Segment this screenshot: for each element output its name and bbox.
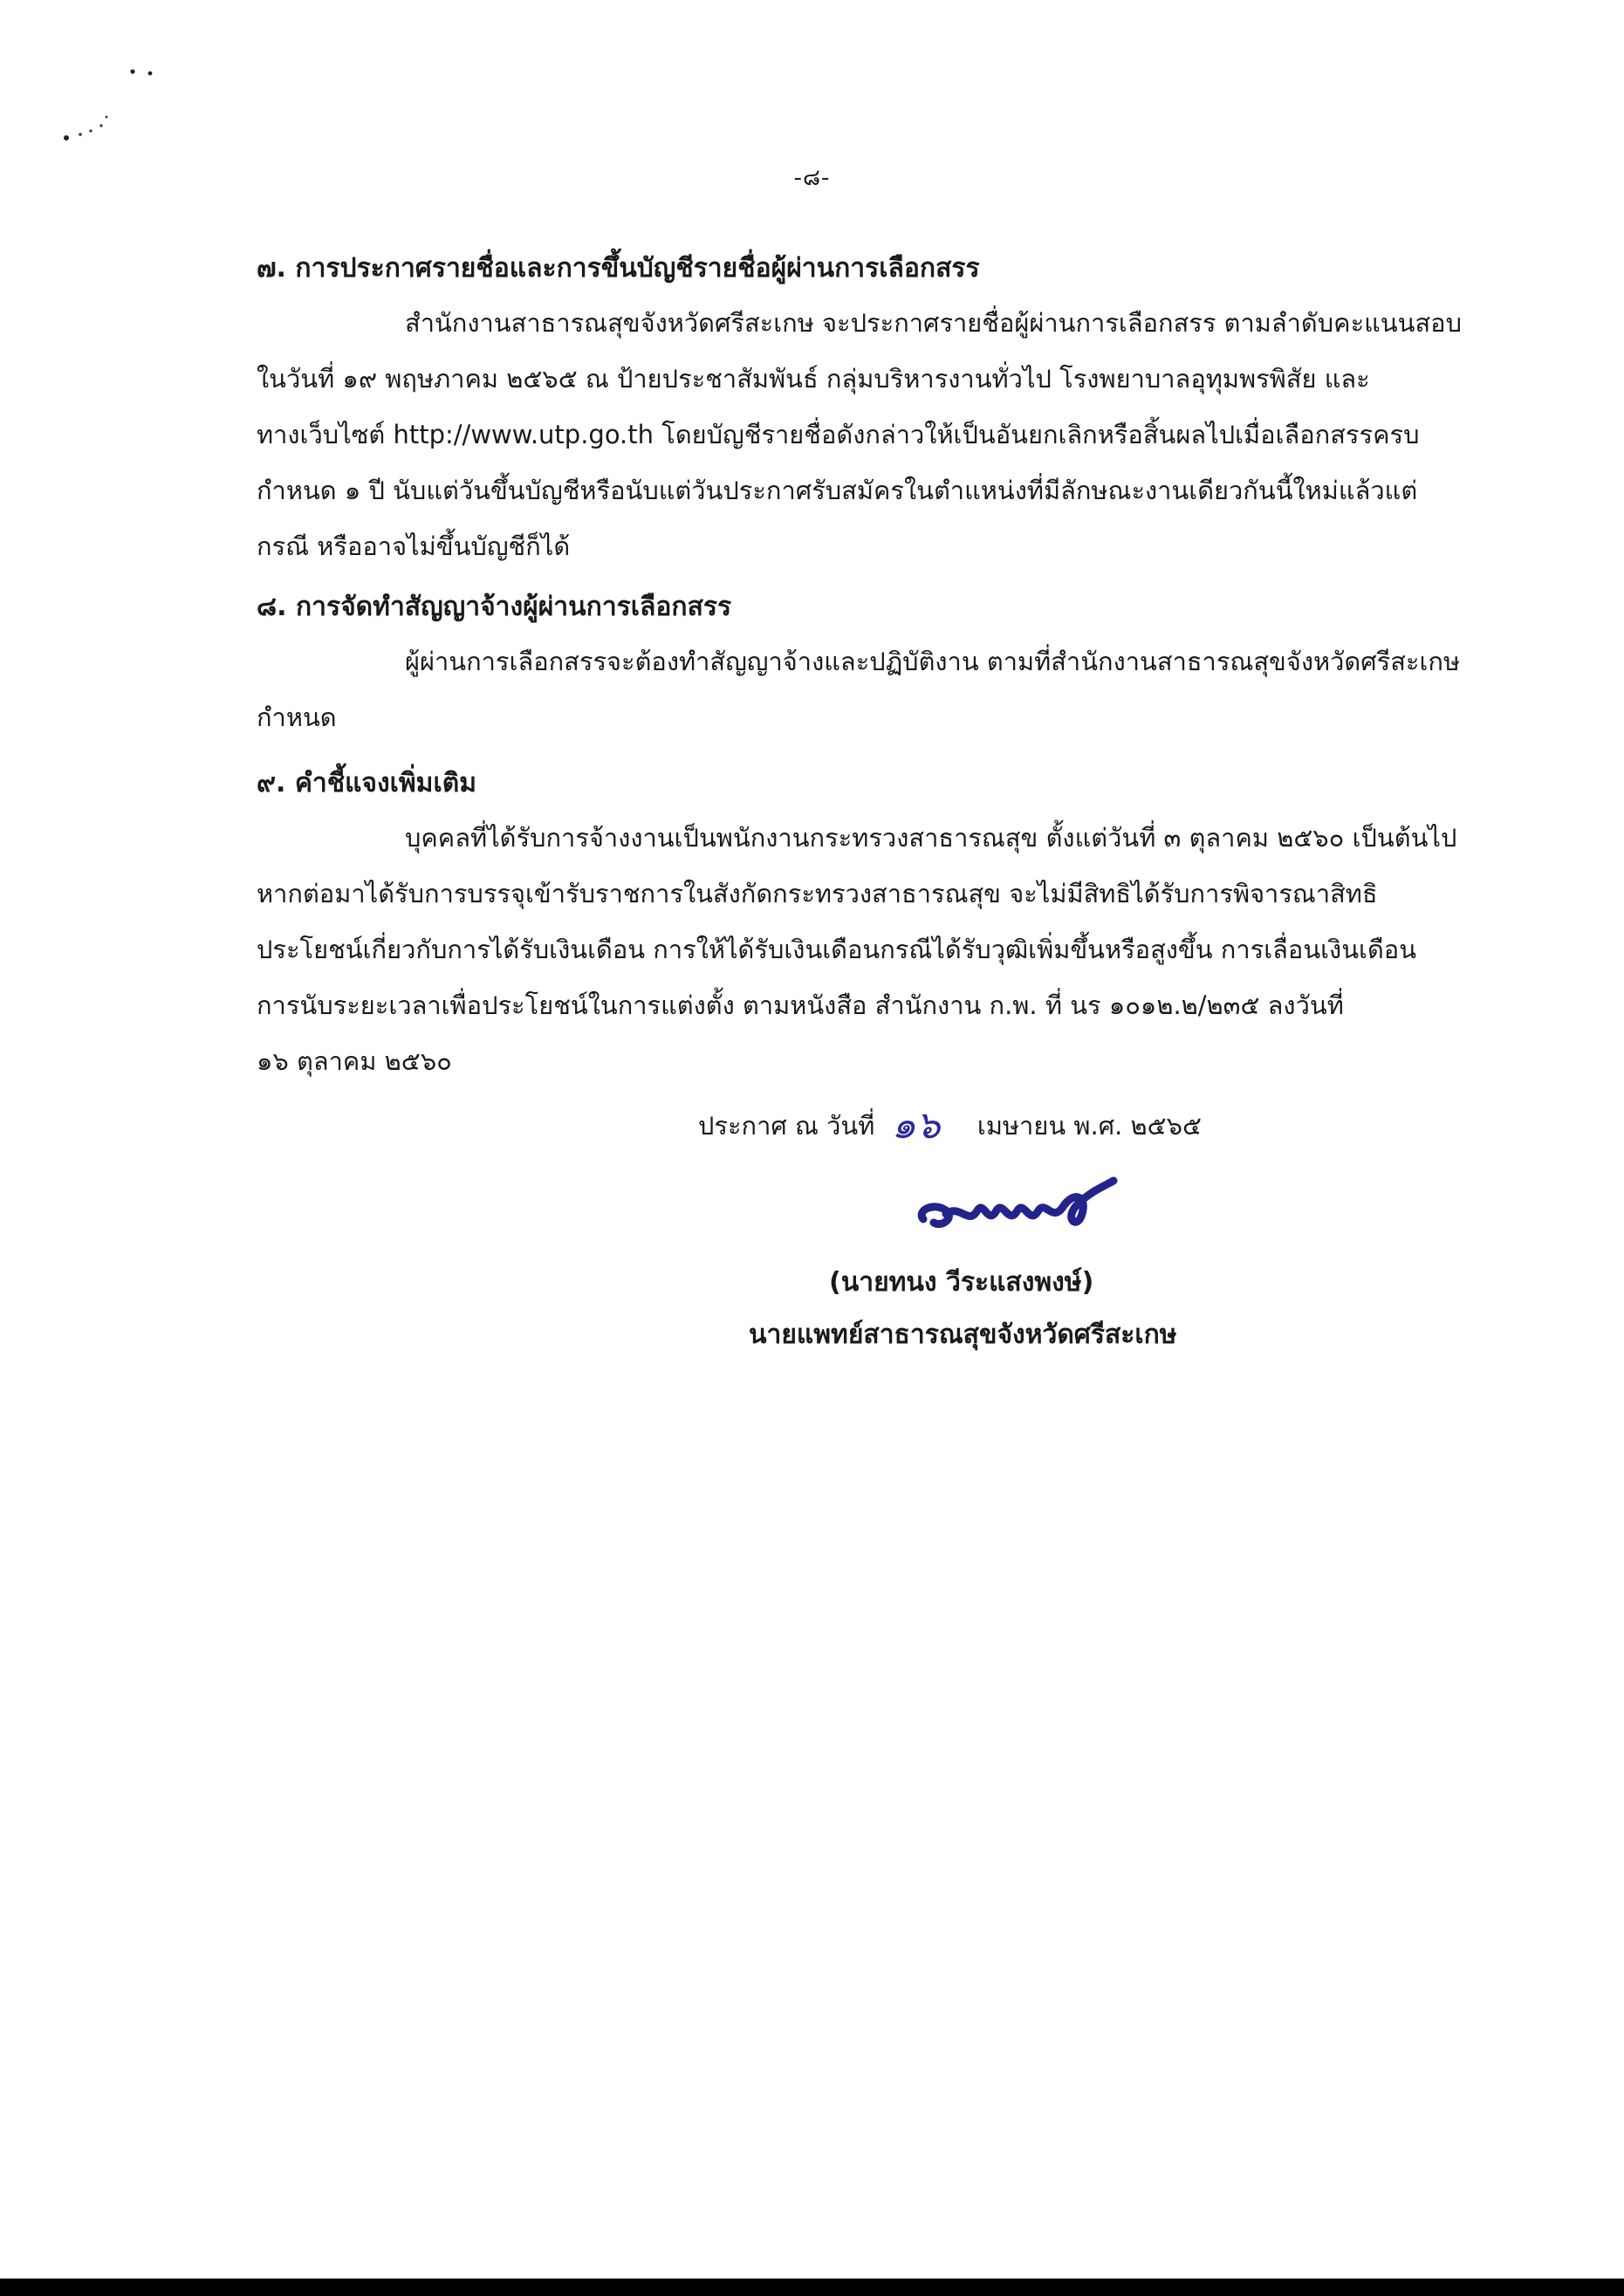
section-8-line: กำหนด [257, 703, 337, 732]
section-9-line: บุคคลที่ได้รับการจ้างงานเป็นพนักงานกระทรวงสาธารณสุข ตั้งแต่วันที่ ๓ ตุลาคม ๒๕๖๐ เป็นต้นไป [405, 823, 1457, 853]
section-9-line: ประโยชน์เกี่ยวกับการได้รับเงินเดือน การให้ได้รับเงินเดือนกรณีได้รับวุฒิเพิ่มขึ้นหรือสูงขึ้น การเลื่อนเงินเดือน [257, 935, 1417, 964]
handwritten-signature [908, 1165, 1134, 1261]
section-7-line: กำหนด ๑ ปี นับแต่วันขึ้นบัญชีหรือนับแต่วันประกาศรับสมัครในตำแหน่งที่มีลักษณะงานเดียวกันนี้ใหม่แล้วแต่ [257, 476, 1418, 505]
section-7-line: สำนักงานสาธารณสุขจังหวัดศรีสะเกษ จะประกาศรายชื่อผู้ผ่านการเลือกสรร ตามลำดับคะแนนสอบ [405, 308, 1463, 338]
signer-title: นายแพทย์สาธารณสุขจังหวัดศรีสะเกษ [749, 1319, 1177, 1350]
section-8-heading: ๘. การจัดทำสัญญาจ้างผู้ผ่านการเลือกสรร [257, 592, 732, 622]
section-9-heading: ๙. คำชี้แจงเพิ่มเติม [257, 768, 476, 798]
scan-specks [52, 61, 175, 148]
section-7-line: ทางเว็บไซต์ http://www.utp.go.th โดยบัญชีรายชื่อดังกล่าวให้เป็นอันยกเลิกหรือสิ้นผลไปเมื่อเลือกสรรครบ [257, 420, 1420, 449]
signer-name: (นายทนง วีระแสงพงษ์) [829, 1267, 1094, 1298]
section-8-line: ผู้ผ่านการเลือกสรรจะต้องทำสัญญาจ้างและปฏิบัติงาน ตามที่สำนักงานสาธารณสุขจังหวัดศรีสะเกษ [405, 647, 1461, 676]
page-number: -๘- [793, 165, 831, 191]
announcement-prefix: ประกาศ ณ วันที่ [698, 1111, 875, 1141]
section-8 [257, 581, 1478, 745]
section-7 [257, 243, 1478, 574]
section-9-line: การนับระยะเวลาเพื่อประโยชน์ในการแต่งตั้ง ตามหนังสือ สำนักงาน ก.พ. ที่ นร ๑๐๑๒.๒/๒๓๕ ลงวันที่ [257, 990, 1344, 1020]
section-7-line: ในวันที่ ๑๙ พฤษภาคม ๒๕๖๕ ณ ป้ายประชาสัมพันธ์ กลุ่มบริหารงานทั่วไป โรงพยาบาลอุทุมพรพิสัย และ [257, 364, 1370, 394]
handwritten-day: ๑๖ [891, 1103, 941, 1148]
bottom-scan-edge [0, 2279, 1624, 2296]
announcement-month-year: เมษายน พ.ศ. ๒๕๖๕ [976, 1111, 1202, 1141]
section-9-line: หากต่อมาได้รับการบรรจุเข้ารับราชการในสังกัดกระทรวงสาธารณสุข จะไม่มีสิทธิได้รับการพิจารณาสิทธิ [257, 879, 1378, 908]
section-9 [257, 757, 1478, 1089]
section-9-line: ๑๖ ตุลาคม ๒๕๖๐ [257, 1046, 452, 1076]
announcement-date [698, 1100, 1202, 1152]
section-7-heading: ๗. การประกาศรายชื่อและการขึ้นบัญชีรายชื่อผู้ผ่านการเลือกสรร [257, 253, 980, 284]
section-7-line: กรณี หรืออาจไม่ขึ้นบัญชีก็ได้ [257, 531, 571, 561]
